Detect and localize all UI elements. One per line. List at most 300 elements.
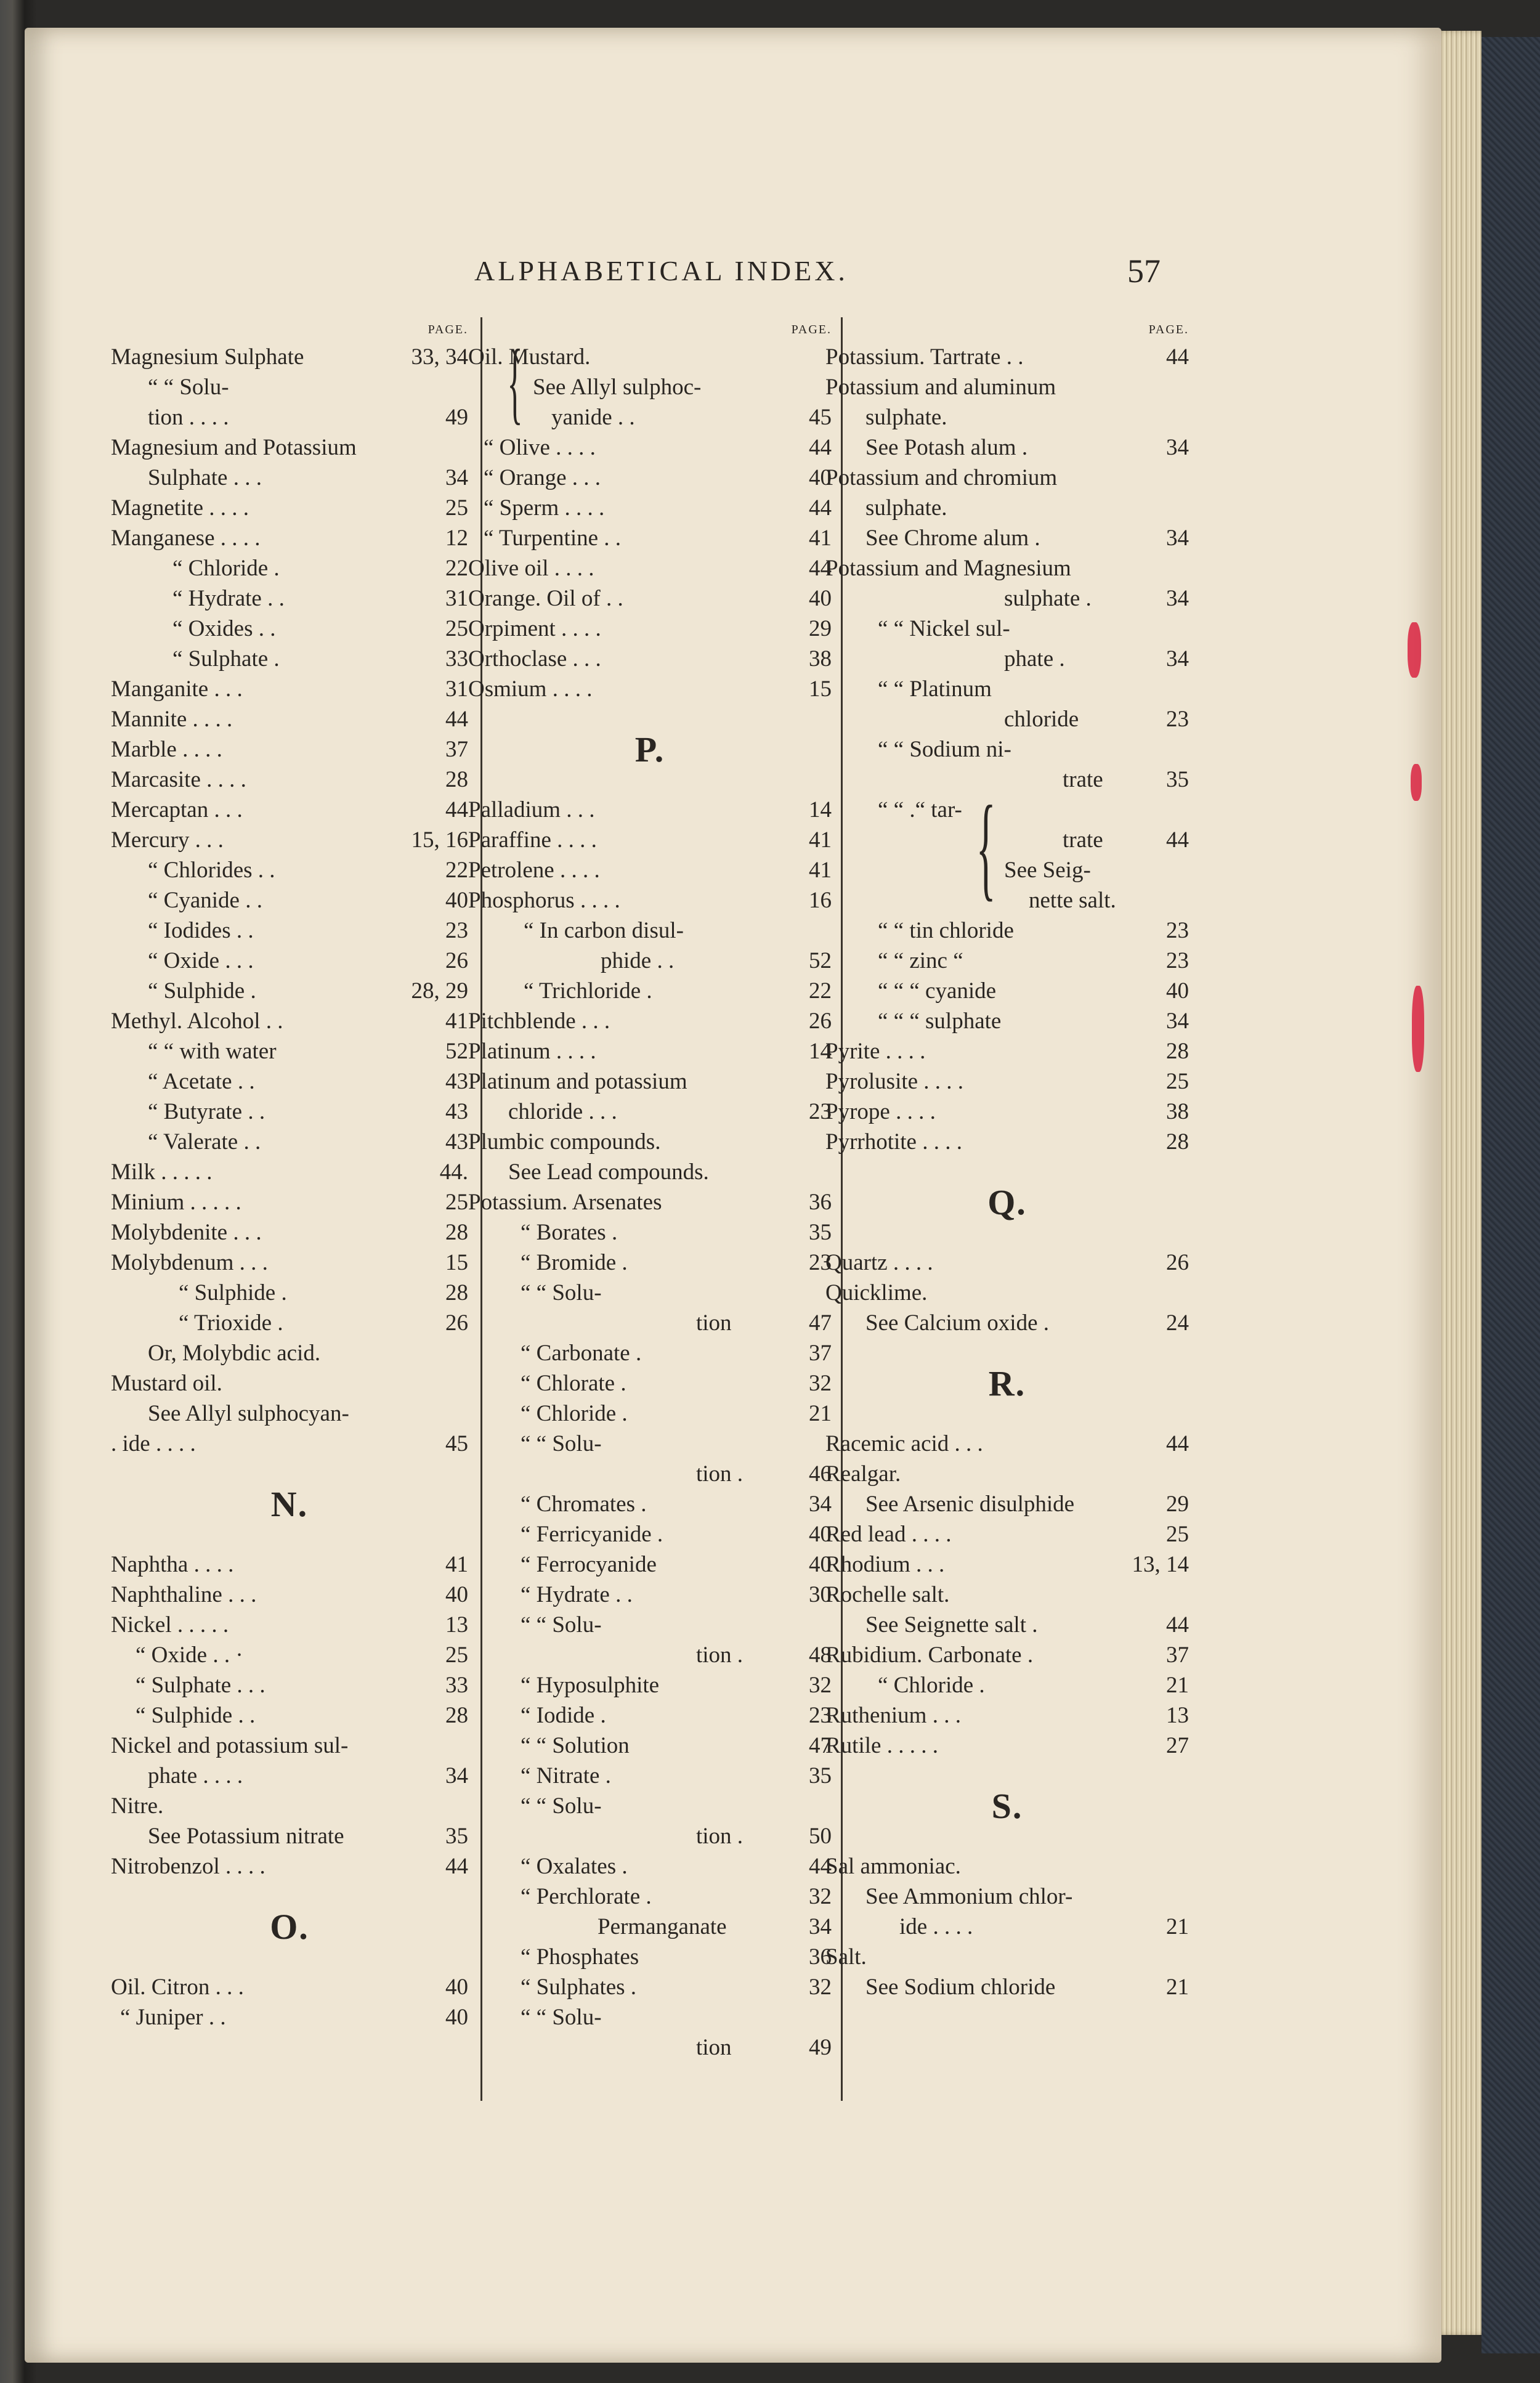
entry-term: ide . . . . (899, 1914, 973, 1939)
entry-term: Marcasite . . . . (111, 767, 246, 792)
entry-term: Magnetite . . . . (111, 495, 249, 521)
entry-term: “ Chloride . (521, 1401, 628, 1426)
index-entry (111, 644, 468, 674)
page-number: 57 (1127, 253, 1161, 290)
entry-page: 33, 34 (411, 344, 468, 370)
index-entry (468, 1882, 832, 1912)
section-letter: Q. (987, 1182, 1027, 1222)
index-entry (825, 946, 1189, 976)
entry-page: 44 (1166, 344, 1189, 370)
entry-term: Paraffine . . . . (468, 827, 597, 853)
index-entry (111, 915, 468, 946)
index-entry (825, 1006, 1189, 1036)
index-entry (468, 1097, 832, 1127)
index-entry (468, 915, 832, 946)
entry-term: “ Butyrate . . (148, 1099, 265, 1124)
entry-term: “ Ferricyanide . (521, 1522, 663, 1547)
entry-page: 23 (809, 1703, 832, 1728)
entry-term: “ Chlorate . (521, 1371, 626, 1396)
entry-page: 21 (809, 1401, 832, 1426)
entry-page: 36 (809, 1944, 832, 1970)
entry-page: 21 (1166, 1975, 1189, 2000)
red-stain (1408, 622, 1421, 678)
entry-page: 30 (809, 1582, 832, 1607)
index-entry (111, 1399, 468, 1429)
entry-term: yanide . . (551, 405, 635, 430)
entry-page: 28 (445, 1220, 468, 1245)
index-entry (825, 1036, 1189, 1066)
index-entry (111, 1066, 468, 1097)
entry-term: “ “ “ cyanide (878, 978, 997, 1004)
index-entry (825, 1942, 1189, 1972)
index-entry (825, 674, 1189, 704)
index-entry (111, 2002, 468, 2032)
index-entry (111, 1127, 468, 1157)
entry-page: 40 (445, 1582, 468, 1607)
entry-page: 28 (445, 767, 468, 792)
entry-page: 35 (1166, 767, 1189, 792)
entry-term: “ Olive . . . . (484, 435, 596, 460)
entry-term: “ Turpentine . . (484, 526, 622, 551)
entry-term: “ Nitrate . (521, 1763, 611, 1788)
entry-page: 15, 16 (411, 827, 468, 853)
index-entry (111, 1157, 468, 1187)
entry-page: 38 (809, 646, 832, 672)
entry-page: 32 (809, 1975, 832, 2000)
index-entry (825, 583, 1189, 614)
entry-term: “ “ Solu- (521, 1431, 602, 1456)
entry-term: See Allyl sulphocyan- (148, 1401, 349, 1426)
index-entry (468, 1429, 832, 1459)
entry-term: Olive oil . . . . (468, 556, 594, 581)
index-entry (111, 855, 468, 885)
index-entry (468, 1912, 832, 1942)
entry-term: “ Oxide . . . (148, 948, 254, 973)
entry-term: Phosphorus . . . . (468, 888, 620, 913)
index-entry (468, 1248, 832, 1278)
entry-page: 13 (445, 1612, 468, 1638)
entry-term: sulphate. (865, 405, 947, 430)
entry-term: Magnesium and Potassium (111, 435, 357, 460)
entry-page: 44 (445, 707, 468, 732)
entry-term: “ Oxalates . (521, 1854, 628, 1879)
column-heading: PAGE. (791, 323, 832, 336)
entry-page: 37 (809, 1341, 832, 1366)
index-column-3 (825, 317, 1189, 2002)
index-entry (111, 1248, 468, 1278)
entry-term: “ Phosphates (521, 1944, 639, 1970)
index-entry (825, 1127, 1189, 1157)
entry-page: 34 (445, 1763, 468, 1788)
entry-page: 40 (809, 465, 832, 490)
index-entry (468, 1610, 832, 1640)
index-entry (468, 885, 832, 915)
entry-term: “ “ Solu- (148, 375, 229, 400)
entry-term: “ Chromates . (521, 1492, 647, 1517)
entry-page: 31 (445, 676, 468, 702)
entry-term: Pyrite . . . . (825, 1039, 926, 1064)
index-entry (825, 463, 1189, 493)
entry-page: 37 (445, 737, 468, 762)
entry-term: Mannite . . . . (111, 707, 233, 732)
entry-term: “ “ Solu- (521, 2005, 602, 2030)
entry-page: 32 (809, 1884, 832, 1909)
index-entry (825, 1549, 1189, 1580)
index-entry (825, 1640, 1189, 1670)
entry-term: “ Sulphide . . (136, 1703, 256, 1728)
index-entry (111, 1640, 468, 1670)
entry-page: 44 (1166, 827, 1189, 853)
entry-term: Manganese . . . . (111, 526, 261, 551)
index-entry (825, 372, 1189, 402)
entry-page: 13 (1166, 1703, 1189, 1728)
index-entry (468, 1761, 832, 1791)
index-entry (468, 1368, 832, 1399)
entry-term: Racemic acid . . . (825, 1431, 983, 1456)
entry-term: Molybdenite . . . (111, 1220, 262, 1245)
entry-term: “ Bromide . (521, 1250, 628, 1275)
index-entry (111, 342, 468, 372)
entry-page: 41 (809, 858, 832, 883)
index-entry (468, 1308, 832, 1338)
index-entry (825, 1066, 1189, 1097)
index-entry (468, 674, 832, 704)
index-entry (468, 1006, 832, 1036)
entry-term: Rubidium. Carbonate . (825, 1642, 1034, 1668)
header-title: ALPHABETICAL INDEX. (474, 255, 848, 286)
entry-page: 34 (809, 1914, 832, 1939)
entry-term: Oil. Mustard. (468, 344, 591, 370)
index-entry (468, 1942, 832, 1972)
section-letter: N. (270, 1484, 309, 1524)
entry-term: sulphate. (865, 495, 947, 521)
entry-term: “ Sulphide . (179, 1280, 287, 1305)
index-entry (468, 1278, 832, 1308)
index-entry (468, 1731, 832, 1761)
entry-page: 49 (809, 2035, 832, 2060)
book-page (25, 28, 1441, 2363)
index-entry (468, 644, 832, 674)
index-entry (468, 1549, 832, 1580)
entry-term: “ Trioxide . (179, 1310, 283, 1336)
entry-term: “ Valerate . . (148, 1129, 261, 1155)
index-entry (825, 1912, 1189, 1942)
index-entry (825, 795, 1189, 825)
index-entry (111, 795, 468, 825)
entry-term: Naphtha . . . . (111, 1552, 234, 1577)
index-entry (468, 1700, 832, 1731)
entry-term: “ “ tin chloride (878, 918, 1014, 943)
entry-term: “ Juniper . . (120, 2005, 226, 2030)
index-entry (825, 553, 1189, 583)
index-entry (468, 1640, 832, 1670)
entry-term: “ Sulphate . . . (136, 1673, 265, 1698)
entry-page: 49 (445, 405, 468, 430)
index-entry (468, 1791, 832, 1821)
entry-term: “ “ Platinum (878, 676, 992, 702)
index-entry (825, 704, 1189, 734)
entry-term: Manganite . . . (111, 676, 243, 702)
entry-term: Mercaptan . . . (111, 797, 243, 822)
entry-term: trate (1063, 767, 1103, 792)
entry-term: See Calcium oxide . (865, 1310, 1049, 1336)
section-letter: R. (988, 1363, 1026, 1403)
entry-term: See Potash alum . (865, 435, 1028, 460)
entry-page: 33 (445, 646, 468, 672)
index-entry (111, 1821, 468, 1851)
index-entry (111, 614, 468, 644)
entry-term: Potassium. Arsenates (468, 1190, 662, 1215)
index-entry (111, 1278, 468, 1308)
index-entry (111, 553, 468, 583)
entry-term: tion . (696, 1824, 744, 1849)
entry-page: 28 (445, 1703, 468, 1728)
entry-page: 22 (445, 858, 468, 883)
entry-page: 52 (445, 1039, 468, 1064)
entry-page: 44. (439, 1159, 468, 1185)
entry-term: Oil. Citron . . . (111, 1975, 244, 2000)
index-entry (825, 1731, 1189, 1761)
entry-term: Mustard oil. (111, 1371, 222, 1396)
index-entry (111, 885, 468, 915)
entry-term: “ Orange . . . (484, 465, 601, 490)
entry-term: “ “ “ sulphate (878, 1009, 1002, 1034)
entry-page: 13, 14 (1132, 1552, 1189, 1577)
entry-page: 21 (1166, 1673, 1189, 1698)
entry-term: Realgar. (825, 1461, 901, 1487)
index-entry (825, 1429, 1189, 1459)
entry-term: “ “ Sodium ni- (878, 737, 1011, 762)
entry-term: Quartz . . . . (825, 1250, 933, 1275)
section-letter: O. (270, 1907, 309, 1947)
brace-mark: { (507, 331, 523, 433)
entry-term: “ Sulphide . (148, 978, 256, 1004)
entry-term: Molybdenum . . . (111, 1250, 268, 1275)
index-entry (111, 1610, 468, 1640)
entry-term: See Chrome alum . (865, 526, 1040, 551)
index-entry (468, 1066, 832, 1097)
index-entry (111, 1429, 468, 1459)
entry-term: Rochelle salt. (825, 1582, 950, 1607)
entry-term: Or, Molybdic acid. (148, 1341, 321, 1366)
red-stain (1411, 764, 1422, 801)
entry-page: 44 (445, 1854, 468, 1879)
entry-page: 47 (809, 1733, 832, 1758)
entry-term: Orange. Oil of . . (468, 586, 623, 611)
entry-term: “ “ Solu- (521, 1793, 602, 1819)
index-entry (111, 674, 468, 704)
entry-term: “ Cyanide . . (148, 888, 262, 913)
entry-page: 25 (1166, 1069, 1189, 1094)
index-entry (825, 855, 1189, 885)
entry-page: 26 (445, 948, 468, 973)
entry-term: Permanganate (598, 1914, 727, 1939)
index-entry (468, 493, 832, 523)
entry-page: 36 (809, 1190, 832, 1215)
entry-term: trate (1063, 827, 1103, 853)
entry-page: 44 (809, 556, 832, 581)
index-entry (468, 1127, 832, 1157)
index-entry (468, 1187, 832, 1217)
index-entry (825, 1278, 1189, 1308)
book-cover-edge (1481, 37, 1540, 2353)
entry-term: Pyrope . . . . (825, 1099, 936, 1124)
index-entry (468, 1851, 832, 1882)
entry-term: Pyrolusite . . . . (825, 1069, 964, 1094)
index-entry (111, 1217, 468, 1248)
entry-page: 48 (809, 1642, 832, 1668)
entry-page: 15 (445, 1250, 468, 1275)
index-entry (111, 1972, 468, 2002)
entry-term: “ Trichloride . (524, 978, 652, 1004)
entry-page: 38 (1166, 1099, 1189, 1124)
index-entry (468, 402, 832, 432)
entry-term: Plumbic compounds. (468, 1129, 661, 1155)
index-entry (825, 976, 1189, 1006)
entry-page: 22 (809, 978, 832, 1004)
entry-page: 44 (809, 1854, 832, 1879)
index-entry (825, 1670, 1189, 1700)
entry-term: nette salt. (1029, 888, 1116, 913)
index-entry (111, 1670, 468, 1700)
index-entry (825, 765, 1189, 795)
index-entry (111, 946, 468, 976)
index-entry (111, 1097, 468, 1127)
entry-term: phide . . (601, 948, 675, 973)
index-entry (468, 795, 832, 825)
index-entry (468, 1338, 832, 1368)
entry-term: “ Iodides . . (148, 918, 254, 943)
index-entry (825, 1882, 1189, 1912)
entry-page: 34 (1166, 586, 1189, 611)
entry-term: tion . (696, 1642, 744, 1668)
entry-term: “ Sulphate . (172, 646, 280, 672)
entry-page: 40 (445, 2005, 468, 2030)
entry-term: Red lead . . . . (825, 1522, 952, 1547)
entry-page: 47 (809, 1310, 832, 1336)
index-entry (111, 1308, 468, 1338)
entry-page: 33 (445, 1673, 468, 1698)
entry-page: 40 (445, 1975, 468, 2000)
entry-page: 40 (809, 1522, 832, 1547)
entry-page: 34 (445, 465, 468, 490)
index-entry (825, 432, 1189, 463)
index-entry (468, 1036, 832, 1066)
entry-term: “ Acetate . . (148, 1069, 255, 1094)
entry-page: 31 (445, 586, 468, 611)
entry-term: Nickel and potassium sul- (111, 1733, 349, 1758)
running-header (25, 254, 1441, 298)
index-entry (825, 1851, 1189, 1882)
entry-term: See Seig- (1004, 858, 1091, 883)
entry-page: 25 (445, 616, 468, 641)
index-entry (468, 855, 832, 885)
index-entry (111, 765, 468, 795)
entry-term: Nitrobenzol . . . . (111, 1854, 265, 1879)
index-entry (111, 432, 468, 463)
index-entry (468, 2032, 832, 2063)
index-entry (825, 1097, 1189, 1127)
entry-page: 23 (1166, 707, 1189, 732)
index-entry (468, 1157, 832, 1187)
entry-page: 40 (445, 888, 468, 913)
entry-term: Palladium . . . (468, 797, 595, 822)
entry-term: See Seignette salt . (865, 1612, 1038, 1638)
section-letter: S. (991, 1786, 1023, 1826)
entry-term: Marble . . . . (111, 737, 222, 762)
entry-term: Rutile . . . . . (825, 1733, 938, 1758)
entry-page: 32 (809, 1673, 832, 1698)
index-entry (825, 342, 1189, 372)
index-column-2 (468, 317, 832, 2063)
entry-page: 28 (1166, 1129, 1189, 1155)
entry-term: “ Chlorides . . (148, 858, 275, 883)
index-entry (468, 1489, 832, 1519)
entry-term: “ “ zinc “ (878, 948, 963, 973)
entry-page: 32 (809, 1371, 832, 1396)
entry-term: See Arsenic disulphide (865, 1492, 1075, 1517)
entry-term: Mercury . . . (111, 827, 224, 853)
entry-page: 40 (809, 586, 832, 611)
index-entry (111, 1851, 468, 1882)
entry-page: 35 (809, 1220, 832, 1245)
entry-term: See Potassium nitrate (148, 1824, 344, 1849)
entry-term: tion . (696, 1461, 744, 1487)
entry-page: 25 (445, 495, 468, 521)
index-entry (111, 463, 468, 493)
index-entry (111, 976, 468, 1006)
index-entry (825, 1972, 1189, 2002)
entry-page: 44 (1166, 1431, 1189, 1456)
index-entry (468, 1399, 832, 1429)
index-entry (111, 1700, 468, 1731)
entry-term: Platinum . . . . (468, 1039, 596, 1064)
index-entry (468, 1580, 832, 1610)
entry-term: Platinum and potassium (468, 1069, 687, 1094)
entry-term: tion (696, 1310, 732, 1336)
entry-page: 26 (445, 1310, 468, 1336)
entry-page: 41 (809, 526, 832, 551)
index-entry (468, 614, 832, 644)
entry-term: . ide . . . . (111, 1431, 196, 1456)
entry-term: Ruthenium . . . (825, 1703, 961, 1728)
entry-page: 24 (1166, 1310, 1189, 1336)
index-entry (468, 976, 832, 1006)
entry-page: 34 (809, 1492, 832, 1517)
entry-term: Pyrrhotite . . . . (825, 1129, 962, 1155)
entry-term: “ Oxide . . · (136, 1642, 243, 1668)
index-entry (111, 1549, 468, 1580)
entry-page: 26 (1166, 1250, 1189, 1275)
entry-term: “ “ .“ tar- (878, 797, 962, 822)
entry-term: sulphate . (1004, 586, 1092, 611)
entry-page: 52 (809, 948, 832, 973)
index-entry (468, 523, 832, 553)
entry-page: 25 (445, 1190, 468, 1215)
entry-page: 43 (445, 1129, 468, 1155)
entry-page: 41 (809, 827, 832, 853)
index-entry (468, 432, 832, 463)
entry-term: Potassium. Tartrate . . (825, 344, 1024, 370)
index-entry (111, 1187, 468, 1217)
entry-page: 45 (445, 1431, 468, 1456)
entry-term: “ Sperm . . . . (484, 495, 605, 521)
entry-page: 27 (1166, 1733, 1189, 1758)
entry-page: 34 (1166, 1009, 1189, 1034)
entry-page: 22 (445, 556, 468, 581)
entry-page: 23 (1166, 918, 1189, 943)
entry-page: 21 (1166, 1914, 1189, 1939)
